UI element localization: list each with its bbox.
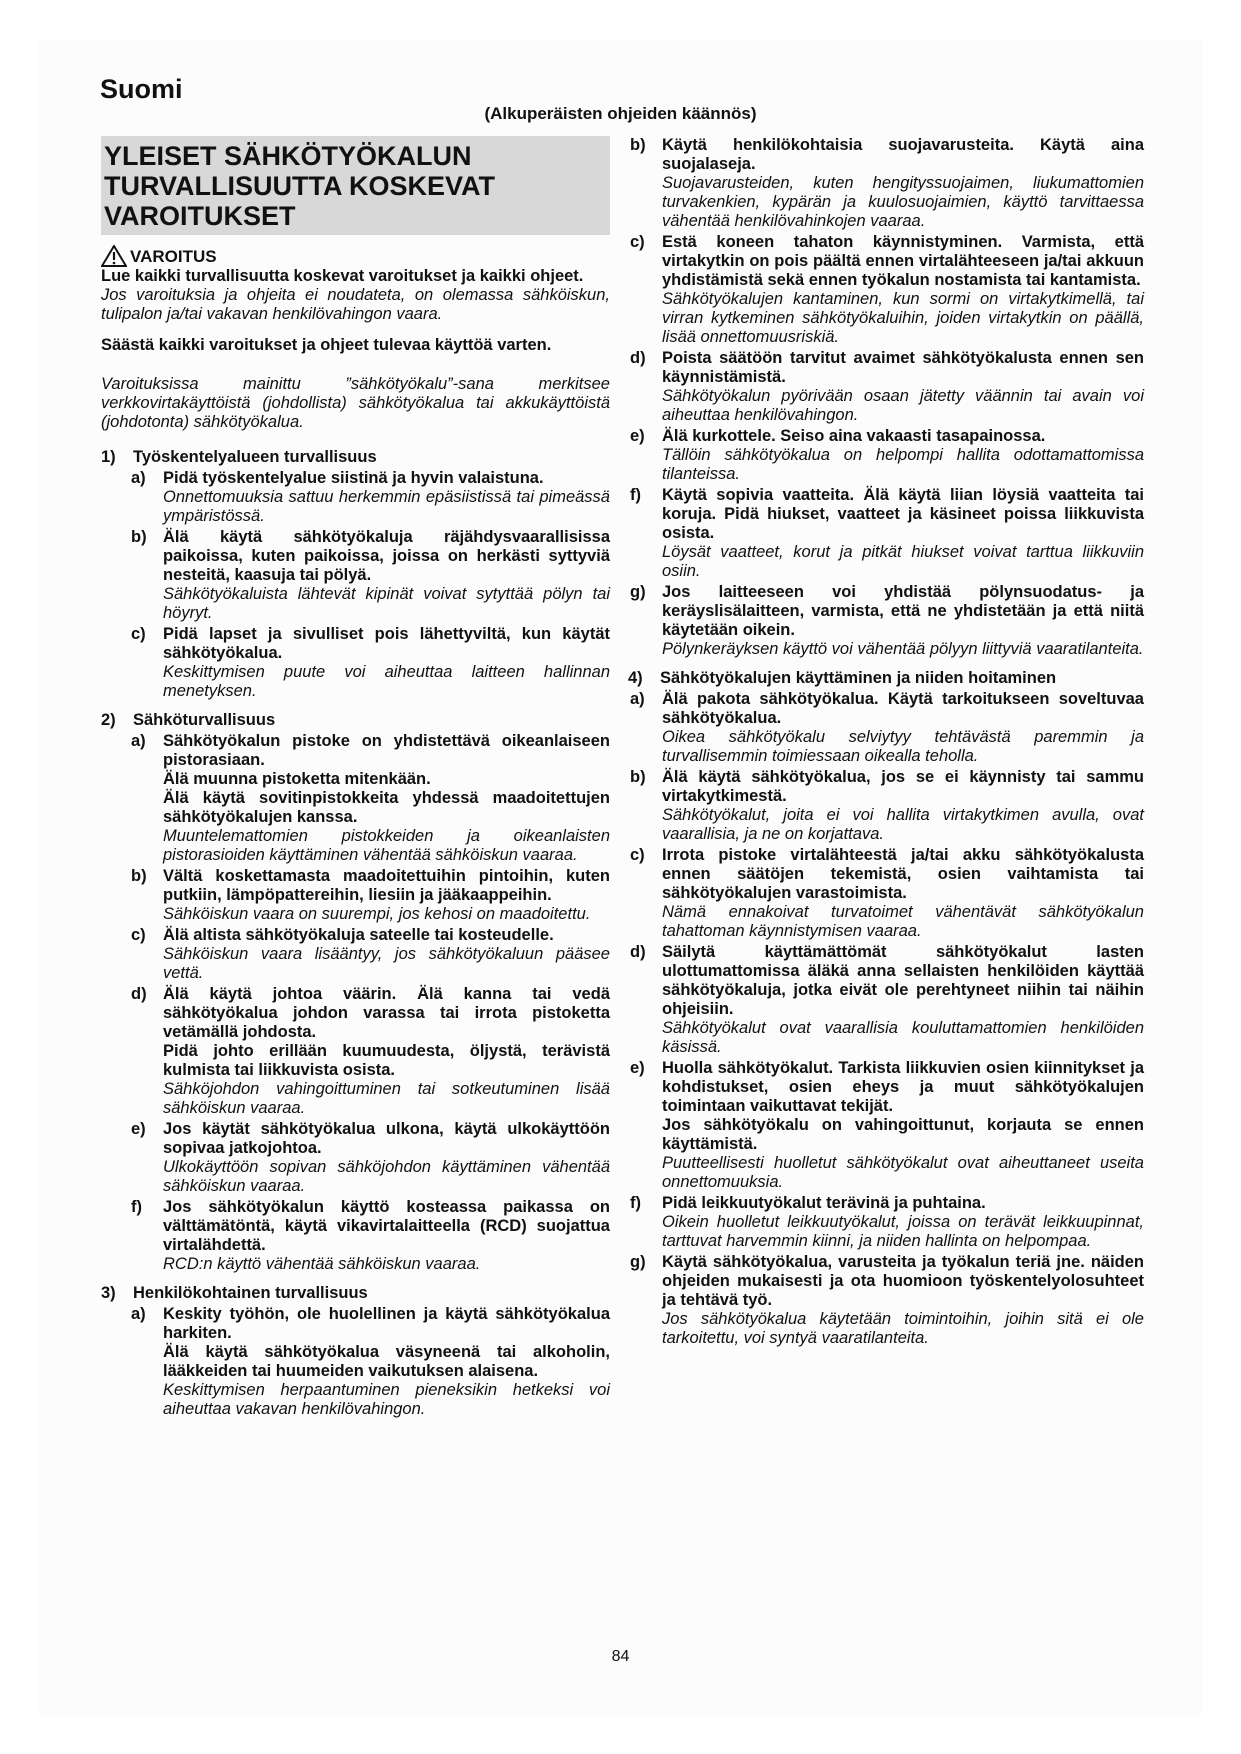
- section-2-heading: [101, 711, 610, 730]
- list-item: [131, 1198, 610, 1274]
- item-instruction: Keskity työhön, ole huolellinen ja käytä sähkötyökalua harkiten.: [163, 1305, 610, 1342]
- item-label: a): [131, 732, 146, 750]
- list-item: [131, 867, 610, 924]
- page-title: YLEISET SÄHKÖTYÖKALUN TURVALLISUUTTA KOSKEVAT VAROITUKSET: [101, 136, 610, 235]
- item-explanation: Sähkötyökalun pyörivään osaan jätetty väännin tai avain voi aiheuttaa henkilövahingon.: [662, 387, 1144, 424]
- item-explanation: Suojavarusteiden, kuten hengityssuojaimen, liukumattomien turvakenkien, kypärän ja kuulosuojaimien, käyttö tarvittaessa vähentää henkilövahinkojen vaaraa.: [662, 174, 1144, 230]
- item-instruction: Käytä sähkötyökalua, varusteita ja työkalun teriä jne. näiden ohjeiden mukaisesti ja ota huomioon työskentelyolosuhteet ja tehtävä työ.: [662, 1253, 1144, 1309]
- item-label: g): [630, 1253, 646, 1271]
- item-instruction: Säilytä käyttämättömät sähkötyökalut lasten ulottumattomissa äläkä anna sellaisten henkilöiden käyttää sähkötyökaluja, jotka eivät ole perehtyneet niihin tai näihin ohjeisiin.: [662, 943, 1144, 1018]
- item-label: f): [630, 1194, 641, 1212]
- item-explanation: Sähkötyökalut ovat vaarallisia kouluttamattomien henkilöiden käsissä.: [662, 1019, 1144, 1056]
- list-item: [630, 136, 1144, 231]
- section-2-items: [131, 732, 610, 1274]
- section-number: 1): [101, 448, 116, 466]
- item-label: d): [630, 943, 646, 961]
- item-explanation: Löysät vaatteet, korut ja pitkät hiukset voivat tarttua liikkuviin osiin.: [662, 543, 1144, 580]
- list-item: [630, 690, 1144, 766]
- item-explanation: Nämä ennakoivat turvatoimet vähentävät sähkötyökalun tahattoman käynnistymisen vaaraa.: [662, 903, 1144, 940]
- item-instruction: Pidä leikkuutyökalut terävinä ja puhtaina.: [662, 1194, 986, 1212]
- translation-note: (Alkuperäisten ohjeiden käännös): [484, 104, 757, 123]
- item-explanation: Sähköiskun vaara on suurempi, jos kehosi on maadoitettu.: [163, 905, 591, 923]
- item-explanation: Keskittymisen herpaantuminen pieneksikin hetkeksi voi aiheuttaa vakavan henkilövahingon.: [163, 1381, 610, 1418]
- item-explanation: Keskittymisen puute voi aiheuttaa laitteen hallinnan menetyksen.: [163, 663, 610, 700]
- section-3-items-right: [630, 136, 1144, 659]
- item-label: b): [131, 528, 147, 546]
- list-item: [630, 583, 1144, 659]
- list-item: [131, 1305, 610, 1419]
- section-title: Työskentelyalueen turvallisuus: [133, 448, 377, 466]
- right-column: [630, 136, 1144, 1348]
- item-label: c): [630, 846, 645, 864]
- item-instruction: Irrota pistoke virtalähteestä ja/tai akku sähkötyökalusta ennen säätöjen tekemistä, osien vaihtamista tai sähkötyökalujen varastoimista.: [662, 846, 1144, 902]
- item-instruction: Poista säätöön tarvitut avaimet sähkötyökalusta ennen sen käynnistämistä.: [662, 349, 1144, 386]
- section-4-items: [630, 690, 1144, 1348]
- item-label: b): [630, 768, 646, 786]
- item-label: c): [131, 926, 146, 944]
- list-item: [630, 846, 1144, 941]
- item-explanation: Sähköiskun vaara lisääntyy, jos sähkötyökaluun pääsee vettä.: [163, 945, 610, 982]
- item-explanation: Oikea sähkötyökalu selviytyy tehtävästä paremmin ja turvallisemmin toimiessaan oikealla teholla.: [662, 728, 1144, 765]
- definition-text: Varoituksissa mainittu ”sähkötyökalu”-sana merkitsee verkkovirtakäyttöistä (johdollista) sähkötyökalua tai akkukäyttöistä (johdotonta) sähkötyökalua.: [101, 375, 610, 431]
- item-instruction: Pidä lapset ja sivulliset pois lähettyviltä, kun käytät sähkötyökalua.: [163, 625, 610, 662]
- list-item: [131, 926, 610, 983]
- item-explanation: RCD:n käyttö vähentää sähköiskun vaaraa.: [163, 1255, 481, 1273]
- item-label: e): [630, 427, 645, 445]
- item-instruction: Vältä koskettamasta maadoitettuihin pintoihin, kuten putkiin, lämpöpattereihin, liesiin ja jääkaappeihin.: [163, 867, 610, 904]
- item-instruction: Sähkötyökalun pistoke on yhdistettävä oikeanlaiseen pistorasiaan.: [163, 732, 610, 769]
- item-explanation: Sähköjohdon vahingoittuminen tai sotkeutuminen lisää sähköiskun vaaraa.: [163, 1080, 610, 1117]
- item-instruction: Käytä sopivia vaatteita. Älä käytä liian löysiä vaatteita tai koruja. Pidä hiukset, vaatteet ja käsineet poissa liikkuvista osista.: [662, 486, 1144, 542]
- item-instruction: Huolla sähkötyökalut. Tarkista liikkuvien osien kiinnitykset ja kohdistukset, osien eheys ja muut sähkötyökalujen toimintaan vaikuttavat tekijät.: [662, 1059, 1144, 1115]
- section-3-items-left: [131, 1305, 610, 1419]
- item-explanation: Sähkötyökaluista lähtevät kipinät voivat sytyttää pölyn tai höyryt.: [163, 585, 610, 622]
- item-instruction-2: Jos sähkötyökalu on vahingoittunut, korjauta se ennen käyttämistä.: [662, 1116, 1144, 1153]
- item-label: d): [630, 349, 646, 367]
- item-instruction-3: Älä käytä sovitinpistokkeita yhdessä maadoitettujen sähkötyökalujen kanssa.: [163, 789, 610, 826]
- warning-italic-text: Jos varoituksia ja ohjeita ei noudateta, on olemassa sähköiskun, tulipalon ja/tai vakavan henkilövahingon vaara.: [101, 286, 610, 323]
- item-explanation: Jos sähkötyökalua käytetään toimintoihin, joihin sitä ei ole tarkoitettu, voi syntyä vaaratilanteita.: [662, 1310, 1144, 1347]
- list-item: [131, 469, 610, 526]
- item-instruction: Älä käytä johtoa väärin. Älä kanna tai vedä sähkötyökalua johdon varassa tai irrota pistoketta vetämällä johdosta.: [163, 985, 610, 1041]
- item-explanation: Sähkötyökalujen kantaminen, kun sormi on virtakytkimellä, tai virran kytkeminen sähkötyökaluihin, joiden virtakytkin on päällä, lisää onnettomuusriskiä.: [662, 290, 1144, 346]
- section-number: 3): [101, 1284, 116, 1302]
- item-label: f): [630, 486, 641, 504]
- item-label: d): [131, 985, 147, 1003]
- item-label: a): [131, 1305, 146, 1323]
- item-instruction-2: Pidä johto erillään kuumuudesta, öljystä, terävistä kulmista tai liikkuvista osista.: [163, 1042, 610, 1079]
- list-item: [630, 349, 1144, 425]
- warning-label: VAROITUS: [130, 246, 217, 266]
- section-4-heading: [628, 669, 1144, 688]
- list-item: [630, 1253, 1144, 1348]
- section-title: Henkilökohtainen turvallisuus: [133, 1284, 368, 1302]
- item-instruction: Älä käytä sähkötyökaluja räjähdysvaarallisissa paikoissa, kuten paikoissa, joissa on herkästi syttyviä nesteitä, kaasuja tai pölyä.: [163, 528, 610, 584]
- list-item: [630, 768, 1144, 844]
- item-instruction: Jos käytät sähkötyökalua ulkona, käytä ulkokäyttöön sopivaa jatkojohtoa.: [163, 1120, 610, 1157]
- item-label: c): [630, 233, 645, 251]
- warning-triangle-icon: [101, 245, 127, 267]
- item-label: g): [630, 583, 646, 601]
- item-instruction: Estä koneen tahaton käynnistyminen. Varmista, että virtakytkin on pois päältä ennen virtalähteeseen ja/tai akkuun yhdistämistä sekä ennen työkalun nostamista tai kantamista.: [662, 233, 1144, 289]
- item-instruction-2: Älä käytä sähkötyökalua väsyneenä tai alkoholin, lääkkeiden tai huumeiden vaikutuksen alaisena.: [163, 1343, 610, 1380]
- list-item: [131, 985, 610, 1118]
- list-item: [630, 486, 1144, 581]
- section-number: 2): [101, 711, 116, 729]
- item-explanation: Onnettomuuksia sattuu herkemmin epäsiistissä tai pimeässä ympäristössä.: [163, 488, 610, 525]
- warning-heading: [101, 245, 610, 267]
- section-number: 4): [628, 669, 643, 687]
- item-instruction: Älä kurkottele. Seiso aina vakaasti tasapainossa.: [662, 427, 1046, 445]
- item-label: f): [131, 1198, 142, 1216]
- list-item: [131, 528, 610, 623]
- item-label: e): [131, 1120, 146, 1138]
- item-instruction: Älä altista sähkötyökaluja sateelle tai kosteudelle.: [163, 926, 554, 944]
- item-instruction-2: Älä muunna pistoketta mitenkään.: [163, 770, 431, 788]
- save-instructions: Säästä kaikki varoitukset ja ohjeet tulevaa käyttöä varten.: [101, 336, 552, 354]
- warning-bold-text: Lue kaikki turvallisuutta koskevat varoitukset ja kaikki ohjeet.: [101, 267, 584, 285]
- item-label: e): [630, 1059, 645, 1077]
- item-label: a): [131, 469, 146, 487]
- item-label: b): [131, 867, 147, 885]
- section-1-items: [131, 469, 610, 701]
- item-label: b): [630, 136, 646, 154]
- item-instruction: Älä käytä sähkötyökalua, jos se ei käynnisty tai sammu virtakytkimestä.: [662, 768, 1144, 805]
- item-explanation: Sähkötyökalut, joita ei voi hallita virtakytkimen avulla, ovat vaarallisia, ja ne on korjattava.: [662, 806, 1144, 843]
- item-instruction: Jos laitteeseen voi yhdistää pölynsuodatus- ja keräyslisälaitteen, varmista, että ne yhdistetään ja että niitä käytetään oikein.: [662, 583, 1144, 639]
- section-1-heading: [101, 448, 610, 467]
- left-column: [101, 136, 610, 1419]
- item-explanation: Ulkokäyttöön sopivan sähköjohdon käyttäminen vähentää sähköiskun vaaraa.: [163, 1158, 610, 1195]
- page-number: 84: [611, 1648, 630, 1665]
- list-item: [630, 233, 1144, 347]
- language-heading: Suomi: [100, 74, 183, 104]
- item-explanation: Muuntelemattomien pistokkeiden ja oikeanlaisten pistorasioiden käyttäminen vähentää sähköiskun vaaraa.: [163, 827, 610, 864]
- section-3-heading: [101, 1284, 610, 1303]
- list-item: [630, 427, 1144, 484]
- item-label: a): [630, 690, 645, 708]
- item-instruction: Älä pakota sähkötyökalua. Käytä tarkoitukseen soveltuvaa sähkötyökalua.: [662, 690, 1144, 727]
- item-label: c): [131, 625, 146, 643]
- item-instruction: Käytä henkilökohtaisia suojavarusteita. Käytä aina suojalaseja.: [662, 136, 1144, 173]
- list-item: [131, 732, 610, 865]
- item-explanation: Oikein huolletut leikkuutyökalut, joissa on terävät leikkuupinnat, tarttuvat harvemmin kiinni, ja niiden hallinta on helpompaa.: [662, 1213, 1144, 1250]
- item-instruction: Jos sähkötyökalun käyttö kosteassa paikassa on välttämätöntä, käytä vikavirtalaitteella (RCD) suojattua virtalähdettä.: [163, 1198, 610, 1254]
- item-explanation: Pölynkeräyksen käyttö voi vähentää pölyyn liittyviä vaaratilanteita.: [662, 640, 1144, 658]
- list-item: [630, 1194, 1144, 1251]
- list-item: [131, 625, 610, 701]
- item-instruction: Pidä työskentelyalue siistinä ja hyvin valaistuna.: [163, 469, 544, 487]
- list-item: [630, 943, 1144, 1057]
- list-item: [131, 1120, 610, 1196]
- section-title: Sähköturvallisuus: [133, 711, 276, 729]
- section-title: Sähkötyökalujen käyttäminen ja niiden hoitaminen: [660, 669, 1057, 687]
- item-explanation: Tällöin sähkötyökalua on helpompi hallita odottamattomissa tilanteissa.: [662, 446, 1144, 483]
- list-item: [630, 1059, 1144, 1192]
- item-explanation: Puutteellisesti huolletut sähkötyökalut ovat aiheuttaneet useita onnettomuuksia.: [662, 1154, 1144, 1191]
